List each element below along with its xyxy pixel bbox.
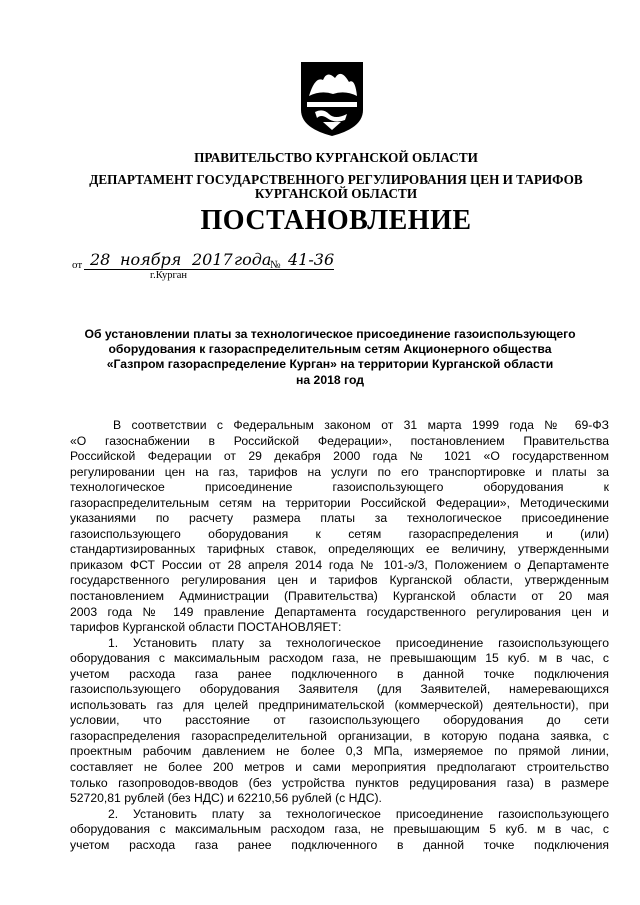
document-type-title: ПОСТАНОВЛЕНИЕ bbox=[200, 205, 472, 236]
body-line: газораспределения газораспределительной организации, в которую подана заявка, с bbox=[70, 728, 609, 743]
body-line: 2. Установить плату за технологическое присоединение газоиспользующего bbox=[108, 806, 609, 821]
body-line: газоиспользующего оборудования к сетям газораспределения и (или) bbox=[70, 526, 609, 541]
handwritten-number: 41-36 bbox=[288, 250, 335, 269]
body-line: приказом ФСТ России от 28 апреля 2014 года № 101-э/3, Положением о Департаменте bbox=[70, 557, 609, 572]
body-line: учетом расхода газа ранее подключенного в данной точке подключения bbox=[70, 837, 609, 852]
body-line: Российской Федерации от 29 декабря 2000 года № 1021 «О государственном bbox=[70, 449, 609, 464]
coat-of-arms-emblem bbox=[297, 60, 367, 138]
resolution-subject bbox=[60, 327, 600, 388]
body-line: проектным рабочим давлением не более 0,3 МПа, измеряемое по прямой линии, bbox=[70, 744, 609, 759]
handwritten-day: 28 bbox=[90, 250, 111, 269]
number-underline bbox=[284, 269, 334, 270]
subject-line: «Газпром газораспределение Курган» на территории Курганской области bbox=[106, 357, 554, 372]
body-line: оборудования с максимальным расходом газа, не превышающим 15 куб. м в час, с bbox=[70, 651, 609, 666]
body-line: использовать газ для целей предпринимательской (коммерческой) деятельности), при bbox=[70, 697, 609, 712]
handwritten-year: 2017 bbox=[192, 250, 233, 269]
subject-line: оборудования к газораспределительным сетям Акционерного общества bbox=[108, 342, 552, 357]
body-line: В соответствии с Федеральным законом от 31 марта 1999 года № 69-ФЗ bbox=[113, 418, 609, 432]
body-line: тарифов Курганской области ПОСТАНОВЛЯЕТ: bbox=[70, 620, 342, 635]
body-line: только газопроводов-вводов (без устройства пунктов редуцирования газа) в размере bbox=[70, 775, 609, 790]
dateline bbox=[70, 247, 360, 283]
body-line: составляет не более 200 метров и сами мероприятия предполагают строительство bbox=[70, 760, 609, 775]
handwritten-year-word: года bbox=[234, 250, 272, 269]
body-line: технологическое присоединение газоиспользующего оборудования к bbox=[70, 480, 609, 495]
department-name-line2: КУРГАНСКОЙ ОБЛАСТИ bbox=[254, 186, 418, 201]
dateline-prefix: от bbox=[72, 259, 83, 271]
body-line: регулировании цен на газ, тарифов на услуги по его транспортировке и платы за bbox=[70, 464, 609, 479]
body-line: 2003 года № 149 правление Департамента государственного регулирования цен и bbox=[70, 604, 609, 619]
body-line: государственного регулирования цен и тарифов Курганской области, утвержденным bbox=[70, 573, 609, 588]
body-line: условии, что расстояние от газоиспользующего оборудования до сети bbox=[70, 713, 609, 728]
number-sign: № bbox=[270, 259, 281, 271]
resolution-body bbox=[70, 418, 609, 853]
body-line: указаниями по расчету размера платы за технологическое присоединение bbox=[70, 511, 609, 526]
body-line: учетом расхода газа ранее подключенного в данной точке подключения bbox=[70, 666, 609, 681]
subject-line: на 2018 год bbox=[296, 372, 364, 387]
department-name-line1: ДЕПАРТАМЕНТ ГОСУДАРСТВЕННОГО РЕГУЛИРОВАНИЯ ЦЕН И ТАРИФОВ bbox=[89, 172, 583, 187]
body-line: постановлением Администрации (Правительства) Курганской области от 20 мая bbox=[70, 589, 609, 604]
subject-line: Об установлении платы за технологическое присоединение газоиспользующего bbox=[84, 327, 576, 341]
handwritten-month: ноября bbox=[120, 250, 182, 269]
body-line: оборудования с максимальным расходом газа, не превышающим 5 куб. м в час, с bbox=[70, 822, 609, 837]
body-line: газоиспользующего оборудования Заявителя (для Заявителей, намеревающихся bbox=[70, 682, 609, 697]
body-line: 1. Установить плату за технологическое присоединение газоиспользующего bbox=[108, 635, 609, 650]
city-name: г.Курган bbox=[150, 270, 188, 281]
body-line: «О газоснабжении в Российской Федерации», постановлением Правительства bbox=[70, 433, 609, 448]
body-line: газораспределительным сетям на территории Российской Федерации», Методическими bbox=[70, 495, 609, 510]
body-line: 52720,81 рублей (без НДС) и 62210,56 рублей (с НДС). bbox=[70, 791, 382, 806]
government-name: ПРАВИТЕЛЬСТВО КУРГАНСКОЙ ОБЛАСТИ bbox=[194, 150, 478, 165]
body-line: стандартизированных тарифных ставок, определяющих ее величину, утвержденными bbox=[70, 542, 609, 557]
